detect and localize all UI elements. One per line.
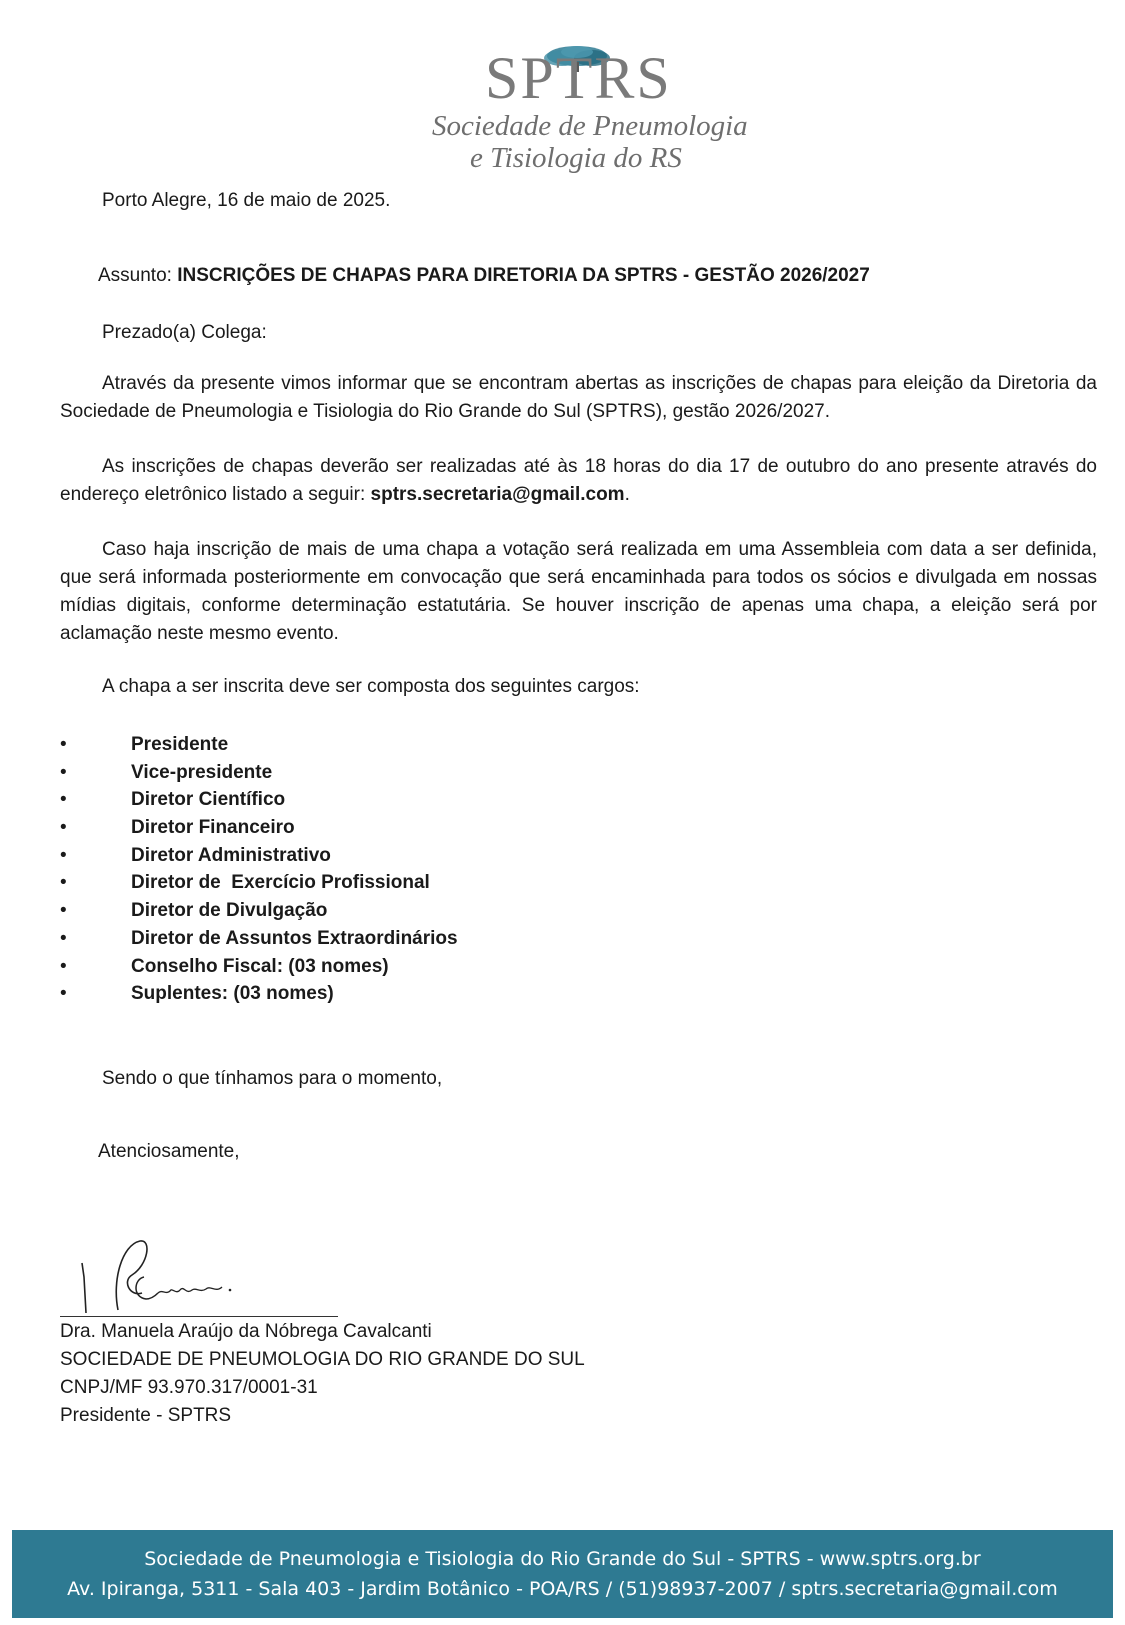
role-label: Diretor de Assuntos Extraordinários <box>131 927 458 949</box>
bullet-icon: • <box>60 955 67 977</box>
paragraph-3: Caso haja inscrição de mais de uma chapa a votação será realizada em uma Assembleia com data a ser definida, que será informada posteriormente em convocação que será encaminhada para todos os sócios e divulgada em nossas mídias digitais, conforme determinação estatutária. Se houver inscrição de apenas uma chapa, a eleição será por aclamação neste mesmo evento. <box>60 539 1097 644</box>
list-item <box>60 897 458 925</box>
list-item <box>60 842 458 870</box>
list-item <box>60 953 458 981</box>
list-item <box>60 731 458 759</box>
paragraph-1: Através da presente vimos informar que se encontram abertas as inscrições de chapas para eleição da Diretoria da Sociedade de Pneumologia e Tisiologia do Rio Grande do Sul (SPTRS), gestão 2026/2027. <box>60 373 1097 422</box>
list-item <box>60 759 458 787</box>
handwritten-signature <box>60 1235 340 1325</box>
paragraph-4: A chapa a ser inscrita deve ser composta dos seguintes cargos: <box>102 676 640 697</box>
role-label: Diretor Administrativo <box>131 844 331 866</box>
role-label: Suplentes: (03 nomes) <box>131 983 334 1005</box>
bullet-icon: • <box>60 900 67 922</box>
bullet-icon: • <box>60 817 67 839</box>
list-item <box>60 786 458 814</box>
closing-remark: Sendo o que tínhamos para o momento, <box>102 1068 443 1089</box>
bullet-icon: • <box>60 734 67 755</box>
paragraph-2-end: . <box>624 484 630 505</box>
place-date: Porto Alegre, 16 de maio de 2025. <box>102 190 391 211</box>
list-item <box>60 925 458 953</box>
role-label: Conselho Fiscal: (03 nomes) <box>131 955 389 977</box>
subject-line <box>98 262 870 290</box>
bullet-icon: • <box>60 983 67 1005</box>
signer-name: Dra. Manuela Araújo da Nóbrega Cavalcanti <box>60 1321 432 1342</box>
paragraph-2 <box>60 453 1097 509</box>
subject-label: Assunto: <box>98 265 172 286</box>
closing-salutation: Atenciosamente, <box>98 1141 240 1162</box>
role-label: Vice-presidente <box>131 761 273 783</box>
list-item <box>60 980 458 1008</box>
bullet-icon: • <box>60 872 67 894</box>
signature-line <box>60 1316 338 1317</box>
role-label: Diretor Financeiro <box>131 817 295 839</box>
footer-line-1: Sociedade de Pneumologia e Tisiologia do Rio Grande do Sul - SPTRS - www.sptrs.org.br <box>144 1548 981 1570</box>
list-item <box>60 869 458 897</box>
signer-cnpj: CNPJ/MF 93.970.317/0001-31 <box>60 1377 318 1398</box>
footer-banner <box>12 1530 1113 1618</box>
role-label: Diretor de Exercício Profissional <box>131 872 430 894</box>
paragraph-2-text: As inscrições de chapas deverão ser realizadas até às 18 horas do dia 17 de outubro do ano presente através do endereço eletrônico listado a seguir: <box>60 456 1097 505</box>
bullet-icon: • <box>60 844 67 866</box>
role-label: Presidente <box>131 734 229 755</box>
contact-email: sptrs.secretaria@gmail.com <box>370 484 625 505</box>
bullet-icon: • <box>60 789 67 811</box>
bullet-icon: • <box>60 761 67 783</box>
role-label: Diretor de Divulgação <box>131 900 328 922</box>
roles-list <box>60 731 458 1008</box>
list-item <box>60 814 458 842</box>
subject-text: INSCRIÇÕES DE CHAPAS PARA DIRETORIA DA SPTRS - GESTÃO 2026/2027 <box>177 265 870 286</box>
signature-block <box>60 1318 585 1430</box>
logo-subtitle-line1: Sociedade de Pneumologia <box>432 110 748 142</box>
bullet-icon: • <box>60 927 67 949</box>
logo-name: SPTRS <box>485 45 672 111</box>
footer-line-2: Av. Ipiranga, 5311 - Sala 403 - Jardim Botânico - POA/RS / (51)98937-2007 / sptrs.secretaria@gmail.com <box>67 1578 1058 1600</box>
signer-organization: SOCIEDADE DE PNEUMOLOGIA DO RIO GRANDE DO SUL <box>60 1349 585 1370</box>
signer-role: Presidente - SPTRS <box>60 1405 232 1426</box>
sptrs-logo <box>430 40 748 175</box>
greeting: Prezado(a) Colega: <box>102 322 267 343</box>
logo-subtitle-line2: e Tisiologia do RS <box>470 142 682 174</box>
role-label: Diretor Científico <box>131 789 286 811</box>
